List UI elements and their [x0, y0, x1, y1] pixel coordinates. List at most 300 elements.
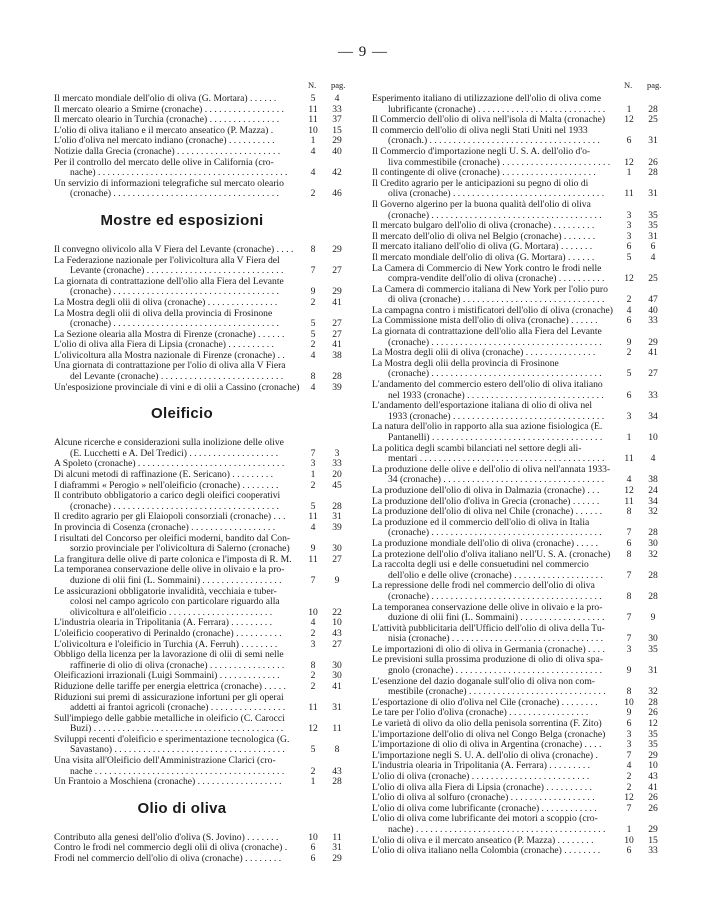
entry-title: L'importazione di olio di oliva in Argentina (cronache) . . . .: [372, 740, 602, 751]
entry-issue-number: 5: [310, 93, 316, 104]
entry-title-continued: (E. Lucchetti e A. Del Tredici) . . . . . . . . . . . . . . . . . . .: [70, 448, 279, 459]
entry-issue-number: 5: [310, 500, 316, 512]
entry-issue-number: 7: [310, 574, 316, 586]
entry-title-continued: mentari . . . . . . . . . . . . . . . . . . . . . . . . . . . . . . . . . . . . . . .: [388, 454, 605, 465]
entry-page-number: 26: [648, 156, 658, 168]
entry-page-number: 43: [332, 765, 342, 777]
entry-issue-number: 6: [310, 853, 316, 865]
entry-title-continued: del Levante (cronache) . . . . . . . . . . . . . . . . . . . . . . . . . .: [70, 372, 284, 383]
entry-title: La frangitura delle olive di parte colonica e l'imposta di R. M.: [54, 554, 292, 565]
index-entry: [372, 550, 692, 561]
entry-page-number: 41: [648, 781, 658, 793]
entry-issue-number: 11: [624, 453, 634, 465]
entry-issue-number: 2: [626, 781, 632, 793]
entry-issue-number: 2: [310, 765, 316, 777]
entry-page-number: 34: [648, 495, 658, 507]
index-entry: [54, 565, 350, 586]
entry-title: L'olio di oliva italiano e il mercato anseatico (P. Mazza) .: [54, 125, 274, 136]
entry-title: Un'esposizione provinciale di vini e di olii a Cassino (cronache): [54, 382, 300, 393]
entry-issue-number: 12: [624, 484, 634, 496]
entry-page-number: 20: [332, 469, 342, 481]
entry-title: Una visita all'Oleificio dell'Amministrazione Clarici (cro-: [54, 756, 276, 767]
entry-issue-number: 5: [310, 318, 316, 330]
entry-page-number: 10: [648, 760, 658, 772]
entry-title-continued: raffinerie di olio di oliva (cronache) . . . . . . . . . . . . . . . .: [70, 660, 285, 671]
entry-page-number: 4: [650, 453, 656, 465]
index-column-right: [372, 80, 692, 857]
index-entry: [54, 179, 350, 200]
entry-issue-number: 7: [626, 527, 632, 539]
entry-title: Il convegno olivicolo alla V Fiera del Levante (cronache) . . . .: [54, 244, 294, 255]
column-header-number: N.: [624, 80, 633, 90]
entry-title-continued: compra-vendite dell'olio di oliva (cronache) . . . . . . . . . .: [388, 274, 605, 285]
entry-title: L'andamento del commercio estero dell'olio di oliva italiano: [372, 380, 603, 391]
entry-title: Un servizio di informazioni telegrafiche sul mercato oleario: [54, 178, 284, 189]
index-entry: [372, 316, 692, 327]
entry-issue-number: 3: [310, 638, 316, 650]
entry-page-number: 28: [648, 590, 658, 602]
entry-title: Il mercato bulgaro dell'olio di oliva (cronache) . . . . . . . . .: [372, 221, 595, 232]
entry-page-number: 15: [332, 124, 342, 136]
index-entry: [372, 507, 692, 518]
entry-title-continued: (cronache) . . . . . . . . . . . . . . . . . . . . . . . . . . . . . . . . . . .: [70, 287, 279, 298]
entry-title-continued: nache . . . . . . . . . . . . . . . . . . . . . . . . . . . . . . . . . . . . . . . .: [70, 766, 285, 777]
entry-page-number: 9: [334, 574, 340, 586]
index-entry: [54, 245, 350, 256]
entry-issue-number: 7: [626, 569, 632, 581]
entry-issue-number: 7: [626, 802, 632, 814]
entry-title-continued: dell'olio e delle olive (cronache) . . . . . . . . . . . . . . . . . . .: [388, 570, 603, 581]
index-entry: [372, 761, 692, 772]
entry-title: L'attività pubblicitaria dell'Ufficio dell'olio di oliva della Tu-: [372, 623, 605, 634]
entry-issue-number: 12: [624, 273, 634, 285]
entry-issue-number: 10: [308, 606, 318, 618]
entry-page-number: 28: [648, 167, 658, 179]
entry-title: L'olivicoltura e l'oleificio in Turchia (A. Ferruh) . . . . . . . .: [54, 639, 278, 650]
entry-title-continued: (cronach.) . . . . . . . . . . . . . . . . . . . . . . . . . . . . . . . . . . . .: [388, 136, 600, 147]
entry-issue-number: 2: [310, 296, 316, 308]
entry-title: Il credito agrario per gli Elaiopoli consorziali (cronache) . . .: [54, 512, 286, 523]
entry-issue-number: 8: [626, 506, 632, 518]
index-entry: [372, 465, 692, 486]
entry-title: Sull'impiego delle gabbie metalliche in oleificio (C. Carocci: [54, 713, 285, 724]
entry-issue-number: 3: [626, 410, 632, 422]
entry-title: Il Commercio dell'olio di oliva nell'isola di Malta (cronache): [372, 115, 606, 126]
entry-page-number: 35: [648, 739, 658, 751]
entry-title: La raccolta degli usi e delle consuetudini nel commercio: [372, 560, 589, 571]
entry-title-continued: nisia (cronache) . . . . . . . . . . . . . . . . . . . . . . . . . . . . . . . .: [388, 634, 604, 645]
index-entry: [54, 351, 350, 362]
index-entry: [372, 783, 692, 794]
entry-page-number: 47: [648, 294, 658, 306]
index-entry: [372, 539, 692, 550]
entry-issue-number: 6: [626, 315, 632, 327]
entry-page-number: 30: [332, 543, 342, 555]
entry-page-number: 46: [332, 188, 342, 200]
entry-issue-number: 6: [626, 718, 632, 730]
entry-title-continued: gnolo (cronache) . . . . . . . . . . . . . . . . . . . . . . . . . . . . . . .: [388, 666, 602, 677]
entry-title-continued: Savastano) . . . . . . . . . . . . . . . . . . . . . . . . . . . . . . . . . . . .: [70, 745, 285, 756]
entry-page-number: 35: [648, 209, 658, 221]
entry-title-continued: (cronache) . . . . . . . . . . . . . . . . . . . . . . . . . . . . . . . . . . . .: [388, 337, 602, 348]
index-entry: [54, 147, 350, 158]
index-entry: [54, 383, 350, 394]
entry-title-continued: (cronache) . . . . . . . . . . . . . . . . . . . . . . . . . . . . . . . . . . . .: [388, 591, 602, 602]
entry-issue-number: 11: [308, 103, 318, 115]
entry-issue-number: 3: [626, 209, 632, 221]
index-entry: [372, 655, 692, 676]
entry-title: L'olio di oliva come lubrificante dei motori a scoppio (cro-: [372, 814, 598, 825]
entry-title: L'olio di oliva alla Fiera di Lipsia (cronache) . . . . . . . . . .: [54, 340, 274, 351]
entry-page-number: 10: [332, 617, 342, 629]
entry-title: La Camera di Commercio di New York contro le frodi nelle: [372, 263, 602, 274]
entry-issue-number: 11: [308, 553, 318, 565]
entry-title: Per il controllo del mercato delle olive in California (cro-: [54, 157, 274, 168]
entry-title-continued: olivicoltura e all'oleificio . . . . . . . . . . . . . . . . . . . . . .: [70, 607, 273, 618]
entry-issue-number: 6: [626, 135, 632, 147]
entry-page-number: 27: [332, 265, 342, 277]
index-entry: [54, 158, 350, 179]
entry-issue-number: 7: [626, 633, 632, 645]
index-entry: [54, 650, 350, 671]
entry-page-number: 28: [648, 527, 658, 539]
entry-issue-number: 9: [626, 665, 632, 677]
entry-title: Le assicurazioni obbligatorie invalidità, vecchiaia e tuber-: [54, 586, 277, 597]
section-oleificio: [54, 438, 350, 788]
index-entry: [54, 330, 350, 341]
entry-page-number: 33: [332, 458, 342, 470]
entry-page-number: 31: [648, 230, 658, 242]
index-entry: [372, 94, 692, 115]
index-entry: [54, 587, 350, 619]
entry-issue-number: 2: [310, 680, 316, 692]
index-entry: [54, 618, 350, 629]
entry-title-continued: (cronache) . . . . . . . . . . . . . . . . . . . . . . . . . . . . . . . . . . .: [70, 189, 279, 200]
entry-title: Una giornata di contrattazione per l'olio di oliva alla V Fiera: [54, 361, 286, 372]
entry-title-continued: liva commestibile (cronache) . . . . . . . . . . . . . . . . . . . . . . .: [388, 157, 611, 168]
index-entry: [372, 698, 692, 709]
entry-issue-number: 2: [626, 294, 632, 306]
index-entry: [54, 115, 350, 126]
index-entry: [372, 645, 692, 656]
entry-title: Il mercato dell'olio di oliva nel Belgio (cronache) . . . . . . .: [372, 231, 596, 242]
entry-page-number: 33: [332, 103, 342, 115]
entry-title: L'andamento dell'esportazione italiana di olio di oliva nel: [372, 401, 593, 412]
entry-title-continued: colosi nel campo agricolo con particolare riguardo alla: [70, 597, 280, 608]
entry-title: Le tare per l'olio d'oliva (cronache) . . . . . . . . . . . . . . . . .: [372, 708, 589, 719]
index-entry: [372, 401, 692, 422]
entry-title: La politica degli scambi bilanciati nel settore degli alì-: [372, 443, 582, 454]
index-entry: [54, 470, 350, 481]
entry-issue-number: 1: [626, 432, 632, 443]
entry-issue-number: 2: [310, 339, 316, 351]
entry-title: La Sezione olearia alla Mostra di Firenze (cronache) . . . . . .: [54, 329, 285, 340]
entry-page-number: 4: [334, 93, 340, 104]
index-entry: [372, 719, 692, 730]
entry-title: Il contributo obbligatorio a carico degli oleifici cooperativi: [54, 491, 281, 502]
index-entry: [372, 168, 692, 179]
index-entry: [54, 105, 350, 116]
entry-title-continued: di oliva (cronache) . . . . . . . . . . . . . . . . . . . . . . . . . . . . . .: [388, 295, 605, 306]
entry-title: La giornata di contrattazione dell'olio alla Fiera del Levante: [372, 327, 602, 338]
entry-title: Il contingente di olive (cronache) . . . . . . . . . . . . . . . . . . . .: [372, 168, 596, 179]
entry-title: Un Frantoio a Moschiena (cronache) . . . . . . . . . . . . . . . . . .: [54, 777, 282, 788]
index-entry: [54, 512, 350, 523]
index-entry: [54, 523, 350, 534]
entry-page-number: 42: [332, 167, 342, 179]
entry-issue-number: 7: [626, 612, 632, 624]
entry-page-number: 11: [332, 831, 342, 843]
entry-title-continued: nache) . . . . . . . . . . . . . . . . . . . . . . . . . . . . . . . . . . . . . . . .: [70, 168, 288, 179]
index-entry: [372, 814, 692, 835]
entry-issue-number: 1: [310, 469, 316, 481]
entry-issue-number: 6: [310, 842, 316, 854]
entry-page-number: 29: [332, 243, 342, 255]
entry-issue-number: 12: [624, 792, 634, 804]
entry-page-number: 22: [332, 606, 342, 618]
index-entry: [54, 833, 350, 844]
entry-page-number: 40: [332, 145, 342, 157]
index-entry: [54, 534, 350, 555]
entry-page-number: 26: [648, 802, 658, 814]
entry-title-continued: (cronache) . . . . . . . . . . . . . . . . . . . . . . . . . . . . . . . . . . .: [70, 501, 279, 512]
entry-title: Alcune ricerche e considerazioni sulla inolizione delle olive: [54, 438, 284, 449]
index-entry: [54, 671, 350, 682]
entry-page-number: 28: [648, 696, 658, 708]
entry-issue-number: 10: [624, 834, 634, 846]
entry-title: La campagna contro i mistificatori dell'olio di oliva (cronache): [372, 305, 613, 316]
index-entry: [54, 714, 350, 735]
entry-issue-number: 8: [310, 243, 316, 255]
column-header-number: N.: [308, 80, 317, 90]
entry-title-continued: Buzi) . . . . . . . . . . . . . . . . . . . . . . . . . . . . . . . . . . . . . . . .: [70, 724, 284, 735]
entry-title: La Mostra degli olii di oliva della provincia di Frosinone: [54, 308, 273, 319]
entry-page-number: 32: [648, 686, 658, 698]
entry-page-number: 27: [332, 553, 342, 565]
index-entry: [372, 306, 692, 317]
entry-issue-number: 9: [310, 286, 316, 298]
entry-title: L'industria olearia in Tripolitania (A. Ferrara) . . . . . . . . .: [54, 618, 273, 629]
entry-title-continued: oliva (cronache) . . . . . . . . . . . . . . . . . . . . . . . . . . . . . . . .: [388, 189, 605, 200]
entry-page-number: 41: [332, 339, 342, 351]
entry-title: La produzione dell'olio di oliva in Dalmazia (cronache) . . .: [372, 485, 600, 496]
entry-issue-number: 4: [626, 474, 632, 486]
entry-issue-number: 9: [310, 543, 316, 555]
entry-issue-number: 7: [626, 749, 632, 761]
index-entry: [54, 629, 350, 640]
index-entry: [372, 422, 692, 443]
entry-page-number: 12: [648, 718, 658, 730]
index-entry: [372, 751, 692, 762]
index-entry: [372, 793, 692, 804]
entry-title-continued: nel 1933 (cronache) . . . . . . . . . . . . . . . . . . . . . . . . . . . . .: [388, 390, 604, 401]
entry-title: L'olio di oliva italiano nella Colombia (cronache) . . . . . . . .: [372, 846, 601, 857]
entry-page-number: 4: [650, 251, 656, 263]
index-entry: [372, 730, 692, 741]
entry-page-number: 39: [332, 522, 342, 533]
entry-issue-number: 10: [308, 124, 318, 136]
entry-title: La Mostra degli olii di oliva (cronache) . . . . . . . . . . . . . . .: [54, 297, 278, 308]
entry-page-number: 25: [648, 114, 658, 126]
entry-page-number: 33: [648, 389, 658, 401]
entry-title: Esperimento italiano di utilizzazione dell'olio di oliva come: [372, 94, 601, 104]
entry-title: Riduzioni sui premi di assicurazione infortuni per gli operai: [54, 692, 284, 703]
entry-page-number: 10: [648, 432, 658, 443]
entry-title: Il mercato oleario a Smirne (cronache) . . . . . . . . . . . . . . . . .: [54, 104, 284, 115]
entry-title: Frodi nel commercio dell'olio di oliva (cronache) . . . . . . . .: [54, 854, 282, 865]
entry-title: A Spoleto (cronache) . . . . . . . . . . . . . . . . . . . . . . . . . . . . . . .: [54, 459, 285, 470]
section-olio: [54, 833, 350, 865]
entry-title: La giornata di contrattazione dell'olio alla Fiera del Levante: [54, 276, 284, 287]
index-entry: [54, 481, 350, 492]
index-entry: [54, 843, 350, 854]
entry-page-number: 9: [650, 612, 656, 624]
entry-issue-number: 3: [626, 230, 632, 242]
entry-page-number: 38: [648, 474, 658, 486]
entry-title-continued: 34 (cronache) . . . . . . . . . . . . . . . . . . . . . . . . . . . . . . . . . .: [388, 475, 605, 486]
section-title-olio: Olio di oliva: [137, 799, 227, 817]
entry-page-number: 35: [648, 220, 658, 232]
entry-title-continued: duzione di olii fini (L. Sommaini) . . . . . . . . . . . . . . . . . .: [388, 613, 605, 624]
entry-page-number: 28: [332, 500, 342, 512]
entry-page-number: 6: [650, 241, 656, 253]
entry-page-number: 24: [648, 484, 658, 496]
entry-title: I risultati del Concorso per oleifici moderni, bandito dal Con-: [54, 533, 291, 544]
entry-issue-number: 6: [626, 389, 632, 401]
entry-issue-number: 8: [626, 686, 632, 698]
index-entry: [372, 740, 692, 751]
entry-title: La repressione delle frodi nel commercio dell'olio di oliva: [372, 581, 595, 592]
entry-title: Le importazioni di olio di oliva in Germania (cronache) . . . .: [372, 644, 605, 655]
entry-issue-number: 1: [626, 823, 632, 835]
entry-title: La produzione dell'olio di oliva nel Chile (cronache) . . . . . .: [372, 507, 603, 518]
entry-title: La temporanea conservazione delle olive in olivaio e la pro-: [372, 602, 603, 613]
index-entry: [372, 232, 692, 243]
section-olio-continued: [372, 94, 692, 857]
entry-issue-number: 7: [310, 265, 316, 277]
entry-page-number: 26: [648, 792, 658, 804]
index-entry: [54, 309, 350, 330]
entry-issue-number: 6: [626, 537, 632, 549]
entry-title: Il mercato oleario in Turchia (cronache) . . . . . . . . . . . . . . .: [54, 115, 280, 126]
entry-title: Le previsioni sulla prossima produzione di olio di oliva spa-: [372, 655, 604, 666]
entry-title-continued: sorzio provinciale per l'olivicoltura di Salerno (cronache): [70, 544, 290, 555]
entry-page-number: 8: [334, 744, 340, 756]
section-mostre: [54, 245, 350, 393]
entry-page-number: 40: [648, 304, 658, 316]
index-entry: [372, 221, 692, 232]
index-entry: [54, 277, 350, 298]
entry-issue-number: 2: [626, 771, 632, 782]
entry-title: La produzione delle olive e dell'olio di oliva nell'annata 1933-: [372, 464, 611, 475]
entry-issue-number: 10: [624, 696, 634, 708]
entry-issue-number: 2: [310, 479, 316, 491]
entry-issue-number: 7: [310, 447, 316, 459]
entry-issue-number: 12: [308, 723, 318, 735]
entry-page-number: 45: [332, 479, 342, 491]
index-entry: [372, 200, 692, 221]
entry-page-number: 31: [648, 135, 658, 147]
index-column-left: [54, 80, 350, 865]
index-entry: [372, 708, 692, 719]
entry-page-number: 31: [332, 842, 342, 854]
entry-issue-number: 10: [308, 831, 318, 843]
entry-page-number: 31: [648, 188, 658, 200]
entry-page-number: 27: [332, 638, 342, 650]
entry-title: L'esportazione di olio d'oliva nel Cile (cronache) . . . . . . . .: [372, 697, 598, 708]
index-entry: [54, 777, 350, 788]
index-entry: [54, 256, 350, 277]
entry-issue-number: 6: [626, 845, 632, 857]
entry-title-continued: 1933 (cronache) . . . . . . . . . . . . . . . . . . . . . . . . . . . . . . . .: [388, 411, 605, 422]
entry-title-continued: addetti ai frantoi agricoli (cronache) . . . . . . . . . . . . . . . .: [70, 703, 286, 714]
entry-title: Sviluppi recenti d'oleificio e sperimentazione tecnologica (G.: [54, 734, 290, 745]
entry-issue-number: 9: [626, 707, 632, 719]
entry-issue-number: 1: [310, 776, 316, 788]
entry-issue-number: 6: [626, 241, 632, 253]
section-title-mostre: Mostre ed esposizioni: [100, 211, 264, 229]
entry-title: Le varietà di olivo da olio della penisola sorrentina (F. Zito): [372, 719, 602, 730]
entry-issue-number: 8: [310, 371, 316, 383]
index-entry: [54, 94, 350, 105]
entry-title: Il mercato mondiale dell'olio di oliva (G. Mortara) . . . . . .: [372, 252, 595, 263]
entry-title: L'olio di oliva al solfuro (cronache) . . . . . . . . . . . . . . . . . .: [372, 793, 595, 804]
column-header-page: pag.: [331, 80, 346, 90]
entry-issue-number: 3: [626, 643, 632, 655]
entry-title: Il Governo algerino per la buona qualità dell'olio di oliva: [372, 199, 591, 210]
entry-title: La produzione ed il commercio dell'olio di oliva in Italia: [372, 517, 590, 528]
entry-title-continued: nache) . . . . . . . . . . . . . . . . . . . . . . . . . . . . . . . . . . . . . . . .: [388, 824, 606, 835]
index-entry: [372, 126, 692, 147]
entry-issue-number: 4: [626, 304, 632, 316]
entry-title: Il mercato italiano dell'olio di oliva (G. Mortara) . . . . . . .: [372, 242, 593, 253]
entry-issue-number: 4: [310, 381, 316, 393]
entry-title: Riduzione delle tariffe per energia elettrica (cronache) . . . . .: [54, 681, 286, 692]
entry-title: Obbligo della licenza per la lavorazione di olii di semi nelle: [54, 650, 284, 661]
entry-page-number: 26: [648, 707, 658, 719]
index-entry: [372, 147, 692, 168]
entry-page-number: 28: [648, 103, 658, 115]
entry-title-continued: Pantanelli) . . . . . . . . . . . . . . . . . . . . . . . . . . . . . . . . . . . .: [388, 433, 603, 443]
index-entry: [54, 459, 350, 470]
entry-title: I diaframmi « Perogio » nell'oleificio (cronache) . . . . . . . .: [54, 480, 279, 491]
entry-page-number: 30: [648, 633, 658, 645]
entry-issue-number: 5: [626, 368, 632, 380]
index-entry: [54, 640, 350, 651]
index-entry: [372, 179, 692, 200]
entry-page-number: 39: [332, 381, 342, 393]
entry-title: Il Commercio d'importazione negli U. S. A. dell'olio d'o-: [372, 146, 591, 157]
entry-title-continued: lubrificante (cronache) . . . . . . . . . . . . . . . . . . . . . . . . . . .: [388, 104, 606, 115]
entry-issue-number: 4: [626, 760, 632, 772]
entry-title: L'importazione negli S. U. A. dell'olio di oliva (cronache) .: [372, 750, 598, 761]
entry-issue-number: 11: [624, 188, 634, 200]
entry-title: L'industria olearia in Tripolitania (A. Ferrara) . . . . . . . . .: [372, 761, 591, 772]
entry-title-continued: (cronache) . . . . . . . . . . . . . . . . . . . . . . . . . . . . . . . . . . .: [70, 319, 279, 330]
index-entry: [372, 264, 692, 285]
entry-page-number: 43: [648, 771, 658, 782]
entry-title: Il commercio dell'olio di oliva negli Stati Uniti nel 1933: [372, 125, 588, 136]
entry-issue-number: 2: [310, 670, 316, 682]
entry-issue-number: 8: [310, 659, 316, 671]
entry-issue-number: 5: [310, 744, 316, 756]
entry-page-number: 27: [648, 368, 658, 380]
entry-page-number: 11: [332, 723, 342, 735]
entry-title-continued: (cronache) . . . . . . . . . . . . . . . . . . . . . . . . . . . . . . . . . . . .: [388, 210, 602, 221]
entry-title-continued: (cronache) . . . . . . . . . . . . . . . . . . . . . . . . . . . . . . . . . . . .: [388, 369, 602, 380]
entry-page-number: 3: [334, 447, 340, 459]
section-title-oleificio: Oleificio: [151, 405, 213, 423]
